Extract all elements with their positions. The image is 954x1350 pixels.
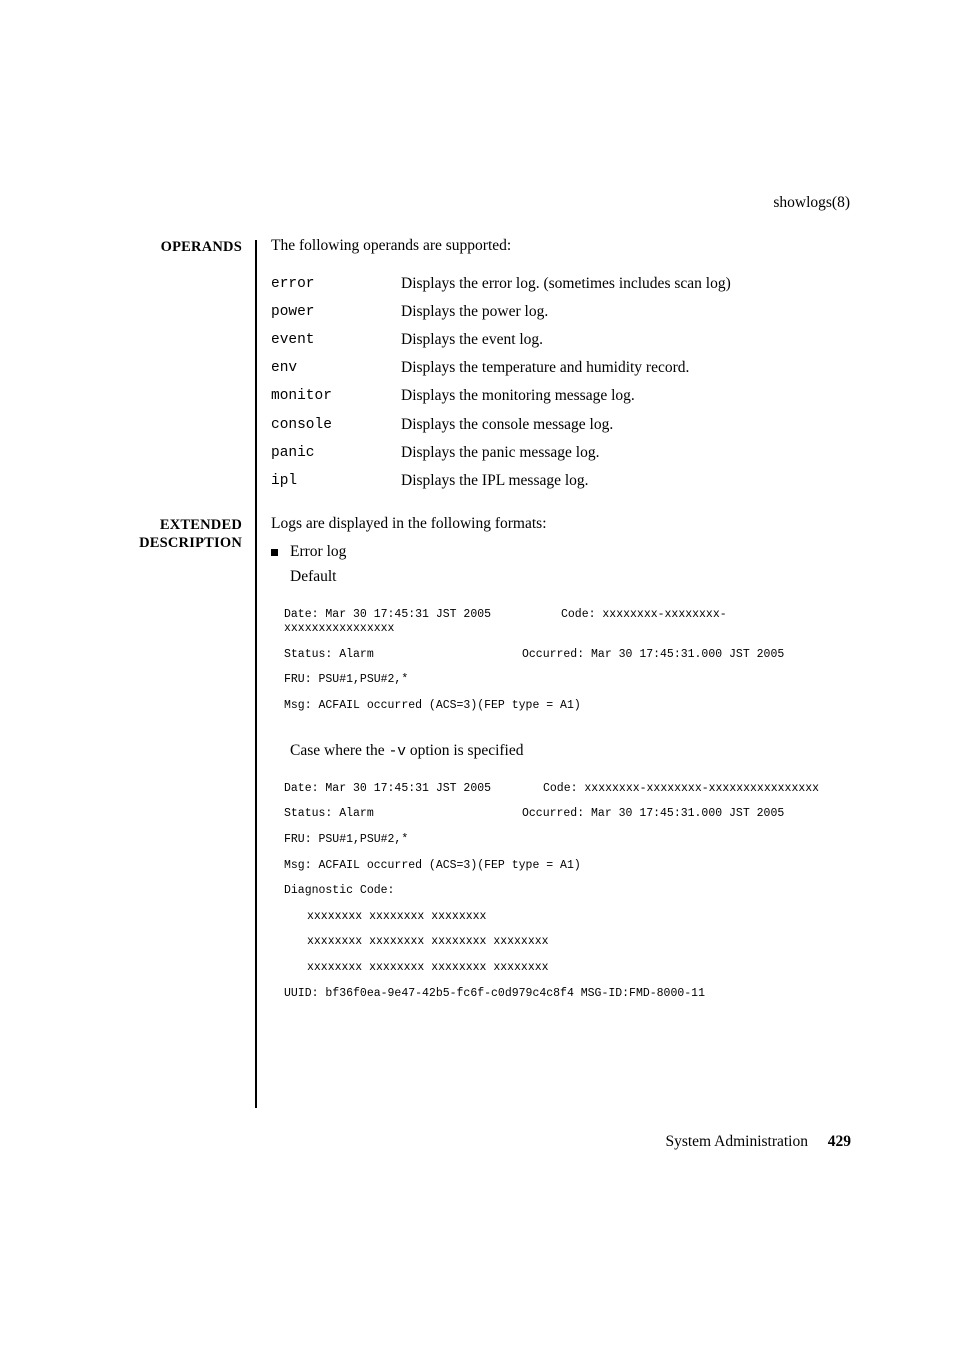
operands-heading: OPERANDS [160,239,242,255]
code-line-occurred: Occurred: Mar 30 17:45:31.000 JST 2005 [522,807,785,820]
page-number: 429 [827,1133,851,1150]
operand-description: Displays the event log. [401,331,544,348]
heading-line: EXTENDED [159,517,242,533]
operand-name: monitor [271,388,332,404]
operand-name: error [271,276,315,292]
heading-line: DESCRIPTION [139,535,242,551]
section-divider-rule [255,240,257,1108]
operand-name: env [271,360,298,376]
case-suffix: option is specified [405,742,524,759]
operand-description: Displays the error log. (sometimes includes scan log) [401,275,731,292]
code-line-fru: FRU: PSU#1,PSU#2,* [284,673,409,686]
bullet-item-error-log: Error log [290,543,347,560]
code-line-occurred: Occurred: Mar 30 17:45:31.000 JST 2005 [522,648,785,661]
operand-description: Displays the console message log. [401,416,614,433]
running-header: showlogs(8) [773,194,850,211]
operand-description: Displays the monitoring message log. [401,387,635,404]
option-flag: -v [388,744,406,760]
code-line-msg: Msg: ACFAIL occurred (ACS=3)(FEP type = A1) [284,699,581,712]
code-line-fru: FRU: PSU#1,PSU#2,* [284,833,409,846]
operand-name: ipl [271,473,298,489]
footer-book-title: System Administration [665,1133,808,1150]
code-line-status: Status: Alarm [284,648,374,661]
operand-description: Displays the temperature and humidity record. [401,359,690,376]
operand-name: console [271,417,332,433]
code-line-diagnostic-row: xxxxxxxx xxxxxxxx xxxxxxxx xxxxxxxx [307,961,549,974]
operands-intro: The following operands are supported: [271,237,512,254]
verbose-format-label [290,742,524,760]
default-format-label: Default [290,568,337,585]
operand-name: power [271,304,315,320]
code-line-diagnostic-row: xxxxxxxx xxxxxxxx xxxxxxxx xxxxxxxx [307,935,549,948]
operand-description: Displays the panic message log. [401,444,600,461]
operand-description: Displays the IPL message log. [401,472,589,489]
code-line-date: Date: Mar 30 17:45:31 JST 2005 [284,608,492,621]
code-line-msg: Msg: ACFAIL occurred (ACS=3)(FEP type = A1) [284,859,581,872]
extended-intro: Logs are displayed in the following formats: [271,515,547,532]
code-line-status: Status: Alarm [284,807,374,820]
operand-name: event [271,332,315,348]
code-line-date: Date: Mar 30 17:45:31 JST 2005 [284,782,492,795]
code-line-diagnostic: Diagnostic Code: [284,884,395,897]
case-prefix: Case where the [290,742,389,759]
operand-name: panic [271,445,315,461]
code-line-uuid: UUID: bf36f0ea-9e47-42b5-fc6f-c0d979c4c8f4 MSG-ID:FMD-8000-11 [284,987,705,1000]
operand-description: Displays the power log. [401,303,549,320]
extended-description-heading [139,516,242,552]
code-line-code: Code: xxxxxxxx-xxxxxxxx-xxxxxxxxxxxxxxxx [543,782,820,795]
code-line-code-continued: xxxxxxxxxxxxxxxx [284,622,395,635]
code-line-diagnostic-row: xxxxxxxx xxxxxxxx xxxxxxxx [307,910,487,923]
bullet-square-icon [271,549,278,556]
code-line-code: Code: xxxxxxxx-xxxxxxxx- [561,608,727,621]
